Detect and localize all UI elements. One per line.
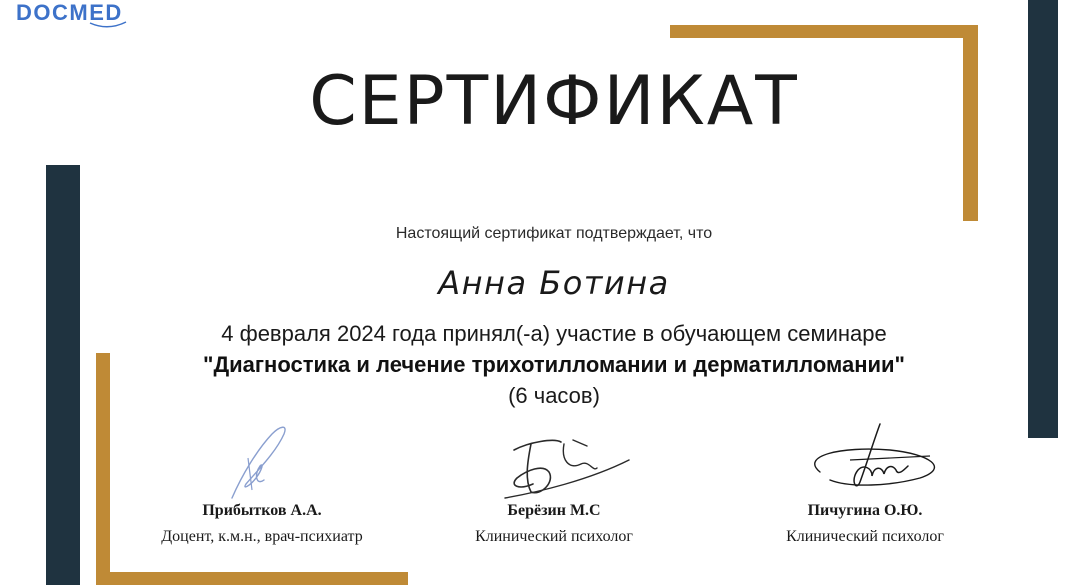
- signature-icon: [469, 420, 639, 502]
- gold-corner-bottom-horizontal: [96, 572, 408, 585]
- certificate-subtitle: Настоящий сертификат подтверждает, что: [395, 225, 713, 242]
- signer-block: [112, 420, 412, 546]
- signer-block: [432, 420, 676, 546]
- signature-icon: [202, 420, 322, 502]
- signer-name: Прибытков А.А.: [202, 502, 322, 519]
- docmed-logo: DOCMED: [16, 0, 123, 25]
- gold-corner-top-horizontal: [670, 25, 978, 38]
- certificate-title: СЕРТИФИКАТ: [309, 62, 799, 141]
- recipient-name: Анна Ботина: [438, 264, 670, 302]
- signer-name: Пичугина О.Ю.: [807, 502, 923, 519]
- signer-role: Доцент, к.м.н., врач-психиатр: [161, 528, 363, 545]
- signature-icon: [780, 420, 950, 502]
- seminar-duration: (6 часов): [508, 383, 600, 408]
- signer-name: Берёзин М.С: [507, 502, 601, 519]
- logo-swoosh-icon: [88, 20, 128, 30]
- signer-role: Клинический психолог: [786, 528, 944, 545]
- signer-block: [742, 420, 988, 546]
- signer-role: Клинический психолог: [475, 528, 633, 545]
- seminar-title: "Диагностика и лечение трихотилломании и дерматилломании": [203, 352, 905, 377]
- participation-text: 4 февраля 2024 года принял(-а) участие в обучающем семинаре: [221, 321, 887, 346]
- frame-gap: [538, 0, 1028, 10]
- navy-frame-left: [46, 165, 80, 585]
